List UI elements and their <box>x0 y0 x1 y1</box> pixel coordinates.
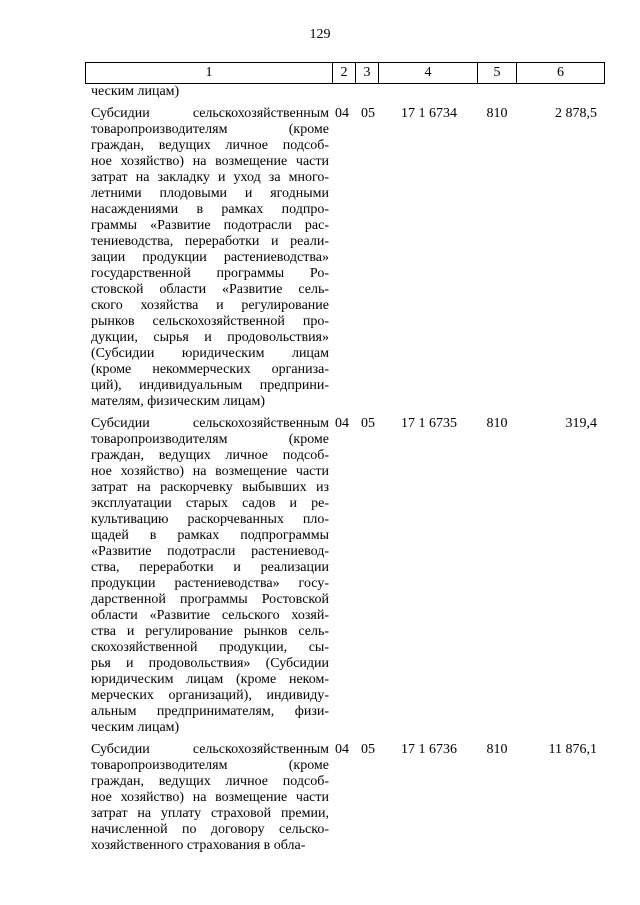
description-line: государственной программы Ро- <box>91 266 329 281</box>
description-line: ное хозяйство) на возмещение части <box>91 464 329 479</box>
description-line: (кроме некоммерческих организа- <box>91 362 329 377</box>
description-line: (Субсидии юридическим лицам <box>91 346 329 361</box>
description-line: затрат на раскорчевку выбывших из <box>91 480 329 495</box>
description-line: затрат на уплату страховой премии, <box>91 806 329 821</box>
description-line: дукции, сырья и продовольствия» <box>91 330 329 345</box>
description-line: ского хозяйства и регулирование <box>91 298 329 313</box>
description-line: ческим лицам) <box>91 720 180 735</box>
description-line: юридическим лицам (кроме неком- <box>91 672 329 687</box>
expense-type-code: 810 <box>486 416 508 431</box>
description-line: Субсидии сельскохозяйственным <box>91 742 329 757</box>
description-line: рынков сельскохозяйственной про- <box>91 314 329 329</box>
description-line: щадей в рамках подпрограммы <box>91 528 329 543</box>
target-article-code: 17 1 6735 <box>401 416 457 431</box>
description-line: затрат на закладку и уход за много- <box>91 170 329 185</box>
description-line: граждан, ведущих личное подсоб- <box>91 138 329 153</box>
column-header-4: 4 <box>379 63 478 84</box>
table-row <box>91 416 605 736</box>
description-line: товаропроизводителям (кроме <box>91 122 329 137</box>
description-line: рья и продовольствия» (Субсидии <box>91 656 329 671</box>
description-line: Субсидии сельскохозяйственным <box>91 416 329 431</box>
description-line: насаждениями в рамках подпро- <box>91 202 329 217</box>
description-line: дарственной программы Ростовской <box>91 592 329 607</box>
description-line: товаропроизводителям (кроме <box>91 432 329 447</box>
amount-value: 2 878,5 <box>555 106 597 121</box>
description-line: стовской области «Развитие сель- <box>91 282 329 297</box>
column-header-table <box>85 62 605 84</box>
expense-type-code: 810 <box>486 742 508 757</box>
description-line: скохозяйственной продукции, сы- <box>91 640 329 655</box>
column-header-5: 5 <box>478 63 517 84</box>
description-line: летними плодовыми и ягодными <box>91 186 329 201</box>
subsection-code: 05 <box>361 106 375 121</box>
description-line: эксплуатации старых садов и ре- <box>91 496 329 511</box>
description-line: граждан, ведущих личное подсоб- <box>91 774 329 789</box>
page-number: 129 <box>309 27 331 42</box>
description-line: начисленной по договору сельско- <box>91 822 329 837</box>
subsection-code: 05 <box>361 416 375 431</box>
description-line: мерческих организаций), индивиду- <box>91 688 329 703</box>
description-line: ства и регулирование рынков сель- <box>91 624 329 639</box>
column-header-1: 1 <box>86 63 333 84</box>
description-line: Субсидии сельскохозяйственным <box>91 106 329 121</box>
description-line: граммы «Развитие подотрасли рас- <box>91 218 329 233</box>
table-row <box>91 106 605 410</box>
description-line: ное хозяйство) на возмещение части <box>91 154 329 169</box>
subsection-code: 05 <box>361 742 375 757</box>
amount-value: 11 876,1 <box>548 742 597 757</box>
continuation-row <box>91 84 605 100</box>
description-line: товаропроизводителям (кроме <box>91 758 329 773</box>
row-description <box>91 416 329 736</box>
row-description <box>91 106 329 410</box>
description-line: зации продукции растениеводства» <box>91 250 329 265</box>
budget-table-body <box>91 84 605 854</box>
description-line: продукции растениеводства» госу- <box>91 576 329 591</box>
target-article-code: 17 1 6734 <box>401 106 457 121</box>
section-code: 04 <box>335 106 349 121</box>
description-line: ства, переработки и реализации <box>91 560 329 575</box>
column-header-3: 3 <box>356 63 379 84</box>
description-line: хозяйственного страхования в обла- <box>91 838 306 853</box>
row-description <box>91 742 329 854</box>
continuation-text: ческим лицам) <box>91 84 180 99</box>
description-line: альным предпринимателям, физи- <box>91 704 329 719</box>
description-line: граждан, ведущих личное подсоб- <box>91 448 329 463</box>
section-code: 04 <box>335 742 349 757</box>
description-line: мателям, физическим лицам) <box>91 394 265 409</box>
description-line: ций), индивидуальным предприни- <box>91 378 329 393</box>
expense-type-code: 810 <box>486 106 508 121</box>
amount-value: 319,4 <box>565 416 597 431</box>
description-line: «Развитие подотрасли растениевод- <box>91 544 329 559</box>
column-header-2: 2 <box>333 63 356 84</box>
description-line: области «Развитие сельского хозяй- <box>91 608 329 623</box>
column-header-6: 6 <box>517 63 605 84</box>
description-line: тениеводства, переработки и реали- <box>91 234 329 249</box>
description-line: культивацию раскорчеванных пло- <box>91 512 329 527</box>
table-row <box>91 742 605 854</box>
description-line: ное хозяйство) на возмещение части <box>91 790 329 805</box>
target-article-code: 17 1 6736 <box>401 742 457 757</box>
column-header-row <box>86 63 605 84</box>
section-code: 04 <box>335 416 349 431</box>
